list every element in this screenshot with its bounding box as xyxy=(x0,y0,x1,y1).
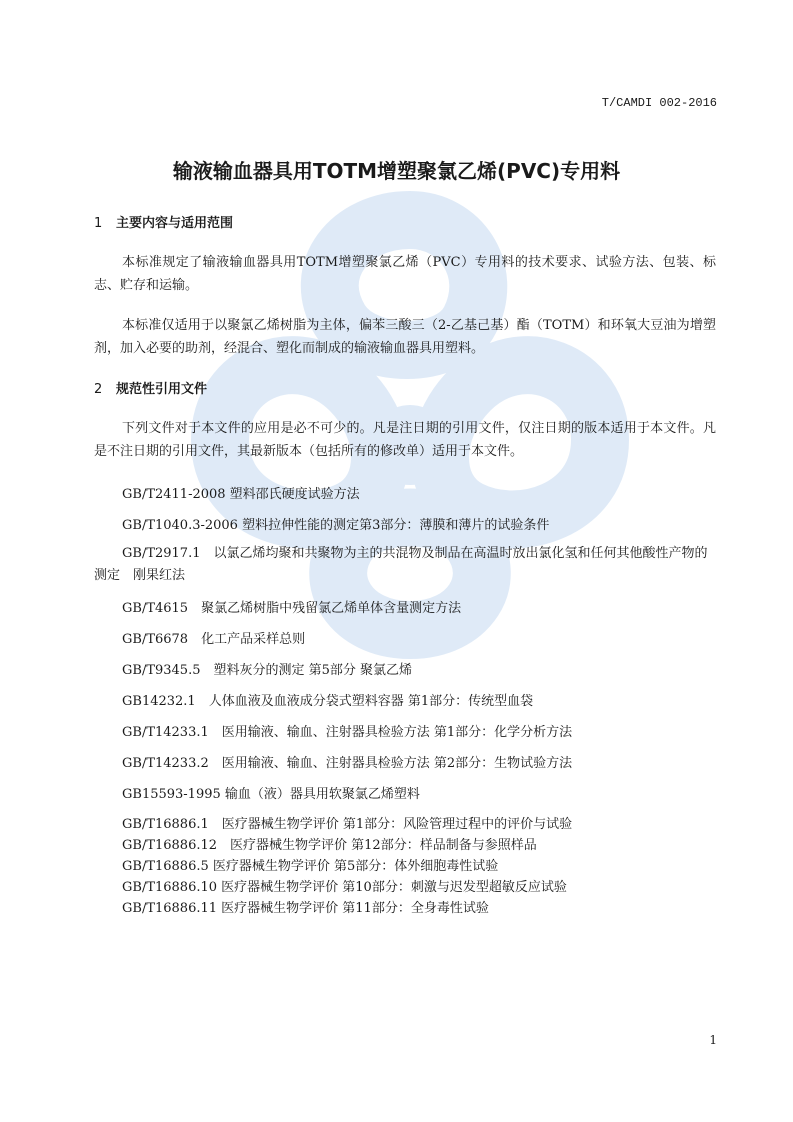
reference-item: GB/T9345.5 塑料灰分的测定 第5部分 聚氯乙烯 xyxy=(122,663,413,678)
reference-item: GB/T14233.2 医用输液、输血、注射器具检验方法 第2部分：生物试验方法 xyxy=(122,756,573,771)
reference-item: GB/T6678 化工产品采样总则 xyxy=(122,632,306,647)
reference-item: GB15593-1995 输血（液）器具用软聚氯乙烯塑料 xyxy=(122,787,420,802)
reference-item: GB/T16886.10 医疗器械生物学评价 第10部分：刺激与迟发型超敏反应试验 xyxy=(122,880,567,895)
reference-item: GB/T16886.12 医疗器械生物学评价 第12部分：样品制备与参照样品 xyxy=(122,838,537,853)
section-title: 规范性引用文件 xyxy=(116,382,208,397)
section-1-paragraph-1: 本标准规定了输液输血器具用TOTM增塑聚氯乙烯（PVC）专用料的技术要求、试验方法、包装、标志、贮存和运输。 xyxy=(94,255,716,293)
reference-item: GB/T16886.1 医疗器械生物学评价 第1部分：风险管理过程中的评价与试验 xyxy=(122,817,573,832)
reference-item: GB/T1040.3-2006 塑料拉伸性能的测定第3部分：薄膜和薄片的试验条件 xyxy=(122,518,550,533)
section-number: 1 xyxy=(94,216,103,231)
reference-item: GB/T4615 聚氯乙烯树脂中残留氯乙烯单体含量测定方法 xyxy=(122,601,462,616)
section-1-heading xyxy=(94,212,233,231)
document-code: T/CAMDI 002-2016 xyxy=(601,96,717,110)
section-2-paragraph-1: 下列文件对于本文件的应用是必不可少的。凡是注日期的引用文件，仅注日期的版本适用于本文件。凡是不注日期的引用文件，其最新版本（包括所有的修改单）适用于本文件。 xyxy=(94,421,716,459)
reference-item: GB/T16886.11 医疗器械生物学评价 第11部分：全身毒性试验 xyxy=(122,901,489,916)
section-number: 2 xyxy=(94,382,103,397)
reference-item: GB/T2917.1 以氯乙烯均聚和共聚物为主的共混物及制品在高温时放出氯化氢和任何其他酸性产物的测定 刚果红法 xyxy=(94,546,708,583)
reference-item: GB14232.1 人体血液及血液成分袋式塑料容器 第1部分：传统型血袋 xyxy=(122,694,534,709)
page-number: 1 xyxy=(709,1033,717,1047)
section-1-paragraph-2: 本标准仅适用于以聚氯乙烯树脂为主体，偏苯三酸三（2-乙基己基）酯（TOTM）和环氧大豆油为增塑剂，加入必要的助剂，经混合、塑化而制成的输液输血器具用塑料。 xyxy=(94,318,716,356)
section-2-heading xyxy=(94,378,207,397)
reference-item: GB/T14233.1 医用输液、输血、注射器具检验方法 第1部分：化学分析方法 xyxy=(122,725,573,740)
reference-item: GB/T2411-2008 塑料邵氏硬度试验方法 xyxy=(122,487,360,502)
section-title: 主要内容与适用范围 xyxy=(116,216,234,231)
document-title: 输液输血器具用TOTM增塑聚氯乙烯(PVC)专用料 xyxy=(172,159,621,183)
reference-item: GB/T16886.5 医疗器械生物学评价 第5部分：体外细胞毒性试验 xyxy=(122,859,499,874)
